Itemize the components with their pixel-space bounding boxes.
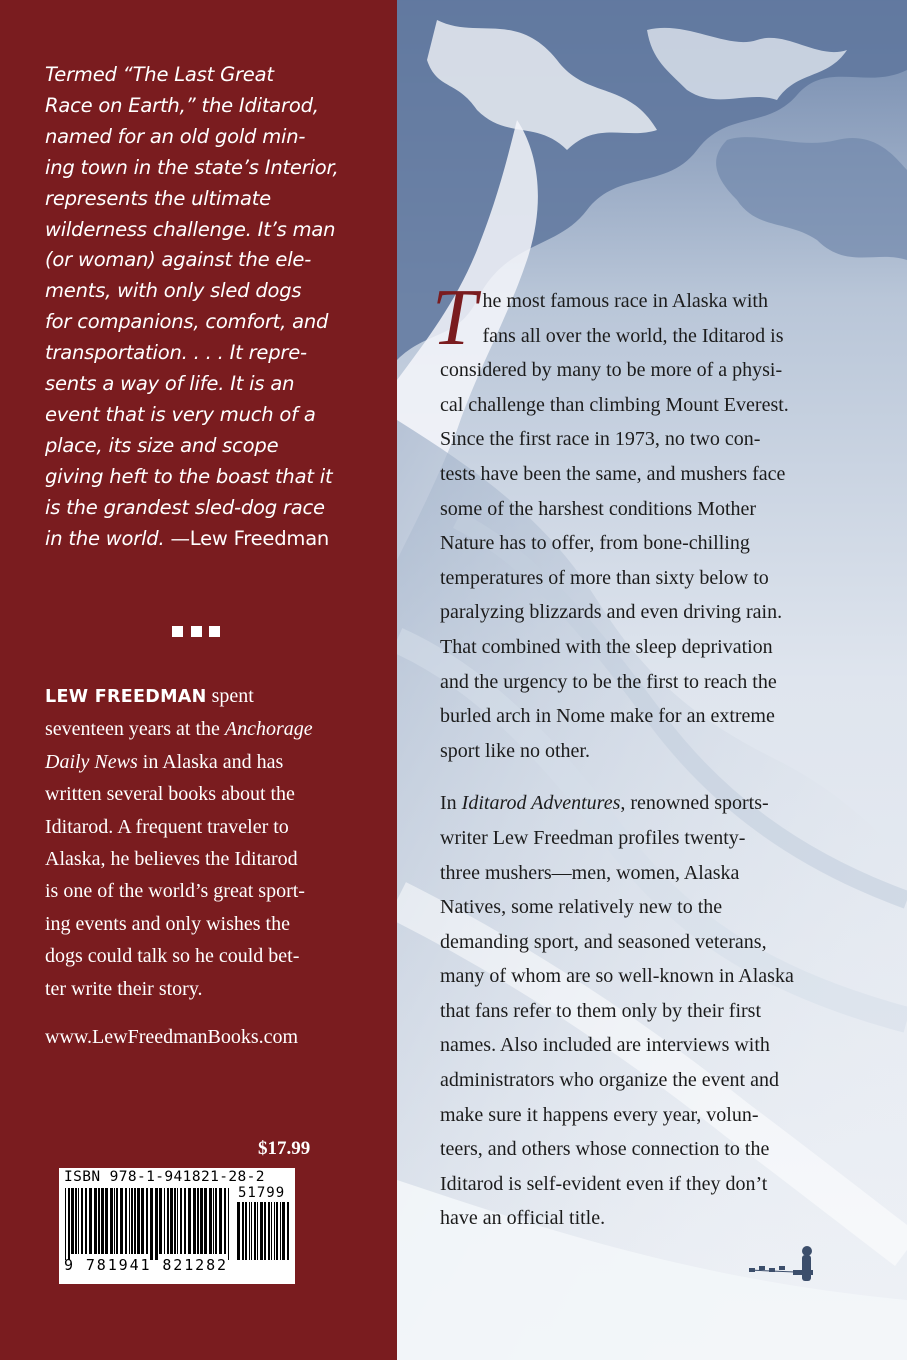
barcode-bar xyxy=(159,1188,162,1254)
barcode-bar xyxy=(71,1188,74,1254)
bio-line: Iditarod. A frequent traveler to xyxy=(45,815,289,838)
barcode-bar xyxy=(249,1202,250,1260)
barcode-bar xyxy=(237,1202,240,1260)
desc-line: names. Also included are interviews with xyxy=(440,1034,770,1057)
barcode-bar xyxy=(282,1202,285,1260)
pull-quote xyxy=(45,60,365,555)
quote-line: transportation. . . . It repre- xyxy=(45,341,307,365)
price-code: 51799 xyxy=(238,1185,286,1201)
barcode-bar xyxy=(268,1202,270,1260)
barcode-number: 9 781941 821282 xyxy=(64,1256,228,1274)
bio-line: dogs could talk so he could bet- xyxy=(45,945,300,968)
desc-line: administrators who organize the event and xyxy=(440,1069,779,1092)
back-cover-left-panel xyxy=(0,0,397,1360)
quote-attribution: —Lew Freedman xyxy=(170,526,330,550)
addon-bars xyxy=(237,1202,291,1260)
barcode-bar xyxy=(68,1188,70,1260)
barcode-bar xyxy=(89,1188,92,1254)
quote-line: for companions, comfort, and xyxy=(45,310,329,334)
desc-line: three mushers—men, women, Alaska xyxy=(440,861,740,884)
bio-line: written several books about the xyxy=(45,783,295,806)
quote-line xyxy=(45,524,365,555)
barcode-bar xyxy=(209,1188,212,1254)
barcode-bar xyxy=(105,1188,108,1254)
barcode-bar xyxy=(276,1202,278,1260)
bio-line: ing events and only wishes the xyxy=(45,912,290,935)
barcode-bar xyxy=(129,1188,130,1254)
barcode-bar xyxy=(120,1188,123,1254)
barcode-bar xyxy=(204,1188,207,1254)
barcode-bar xyxy=(137,1188,140,1254)
quote-line: ments, with only sled dogs xyxy=(45,279,302,303)
book-title: Iditarod Adventures xyxy=(461,792,621,815)
desc-line: temperatures of more than sixty below to xyxy=(440,566,769,589)
barcode-bar xyxy=(245,1202,247,1260)
desc-line: fans all over the world, the Iditarod is xyxy=(482,324,784,347)
barcode-bar xyxy=(98,1188,100,1254)
desc-line: Nature has to offer, from bone-chilling xyxy=(440,532,750,555)
desc-line: paralyzing blizzards and even driving rain. xyxy=(440,601,783,624)
desc-text: In xyxy=(440,792,462,815)
barcode-bar xyxy=(287,1202,289,1260)
barcode-bar xyxy=(188,1188,191,1254)
barcode-bar xyxy=(264,1202,266,1260)
barcode-bar xyxy=(141,1188,144,1254)
quote-line: event that is very much of a xyxy=(45,402,316,426)
description-paragraph xyxy=(440,786,832,1236)
quote-line: is the grandest sled-dog race xyxy=(45,495,325,519)
desc-line: considered by many to be more of a physi- xyxy=(440,359,783,382)
barcode-bar xyxy=(215,1188,217,1254)
barcode-bar xyxy=(164,1188,165,1254)
price-label: $17.99 xyxy=(258,1138,311,1159)
ornament-square xyxy=(172,626,183,637)
quote-line-text: in the world. xyxy=(45,526,171,550)
barcode-bar xyxy=(177,1188,178,1254)
barcode-bar xyxy=(184,1188,186,1254)
barcode-bar xyxy=(174,1188,176,1254)
barcode-bar xyxy=(125,1188,127,1254)
bio-line: ter write their story. xyxy=(45,977,203,1000)
desc-line: writer Lew Freedman profiles twenty- xyxy=(440,826,746,849)
barcode-bar xyxy=(65,1188,66,1260)
quote-line: named for an old gold min- xyxy=(45,124,306,148)
barcode-bar xyxy=(150,1188,153,1260)
barcode-bar xyxy=(78,1188,79,1254)
barcode-bar xyxy=(228,1188,229,1260)
desc-line: and the urgency to be the first to reach the xyxy=(440,670,777,693)
desc-line: many of whom are so well-known in Alaska xyxy=(440,965,794,988)
barcode-bar xyxy=(213,1188,214,1254)
quote-line: place, its size and scope xyxy=(45,433,279,457)
section-divider-ornament xyxy=(172,626,220,638)
bio-line: is one of the world’s great sport- xyxy=(45,880,305,903)
quote-line: Termed “The Last Great xyxy=(45,63,274,86)
barcode-bar xyxy=(180,1188,182,1254)
barcode-bar xyxy=(110,1188,113,1254)
desc-text: , renowned sports- xyxy=(620,792,769,815)
publication-name: Daily News xyxy=(45,750,138,773)
desc-line: Iditarod is self-evident even if they don’t xyxy=(440,1172,768,1195)
desc-line: make sure it happens every year, volun- xyxy=(440,1103,759,1126)
barcode-bar xyxy=(242,1202,244,1260)
barcode-bar xyxy=(85,1188,87,1254)
quote-line: wilderness challenge. It’s man xyxy=(45,217,336,241)
desc-line: Since the first race in 1973, no two con- xyxy=(440,428,761,451)
barcode-bar xyxy=(114,1188,115,1254)
desc-line: demanding sport, and seasoned veterans, xyxy=(440,930,767,953)
bio-line: Alaska, he believes the Iditarod xyxy=(45,848,298,871)
isbn-label: ISBN 978-1-941821-28-2 xyxy=(64,1169,265,1185)
quote-line: ing town in the state’s Interior, xyxy=(45,155,339,179)
desc-line: Natives, some relatively new to the xyxy=(440,896,723,919)
barcode-bar xyxy=(155,1188,158,1260)
desc-line: that fans refer to them only by their first xyxy=(440,999,762,1022)
publication-name: Anchorage xyxy=(224,718,313,741)
drop-cap: T xyxy=(432,274,477,362)
barcode-bar xyxy=(94,1188,97,1254)
barcode-bar xyxy=(197,1188,199,1254)
barcode-bar xyxy=(134,1188,136,1254)
barcode-bar xyxy=(81,1188,83,1254)
barcode-bar xyxy=(200,1188,203,1254)
desc-line: teers, and others whose connection to the xyxy=(440,1138,770,1161)
barcode-bar xyxy=(193,1188,196,1254)
barcode-bar xyxy=(75,1188,77,1254)
bio-line xyxy=(45,713,355,745)
barcode-bar xyxy=(280,1202,281,1260)
desc-line: have an official title. xyxy=(440,1207,606,1230)
author-name: LEW FREEDMAN xyxy=(45,687,207,707)
barcode-bar xyxy=(170,1188,173,1254)
desc-line: burled arch in Nome make for an extreme xyxy=(440,705,775,728)
desc-line: some of the harshest conditions Mother xyxy=(440,497,757,520)
quote-line: Race on Earth,” the Iditarod, xyxy=(45,93,319,117)
quote-line: represents the ultimate xyxy=(45,186,271,210)
barcode-bar xyxy=(254,1202,256,1260)
barcode-bar xyxy=(116,1188,118,1254)
barcode-bar xyxy=(219,1188,222,1254)
author-bio xyxy=(45,680,355,1005)
description-paragraph xyxy=(432,274,832,768)
bio-text: in Alaska and has xyxy=(137,750,284,773)
snow-mountain-illustration xyxy=(397,0,907,1360)
desc-line: tests have been the same, and mushers face xyxy=(440,462,786,485)
quote-line: sents a way of life. It is an xyxy=(45,372,295,396)
barcode-bar xyxy=(224,1188,226,1254)
bio-line xyxy=(45,746,355,778)
ornament-square xyxy=(209,626,220,637)
bio-line xyxy=(45,680,355,713)
quote-line: (or woman) against the ele- xyxy=(45,248,312,272)
barcode-bar xyxy=(167,1188,169,1254)
barcode-bar xyxy=(257,1202,258,1260)
isbn-barcode xyxy=(59,1168,295,1284)
barcode-bar xyxy=(101,1188,104,1254)
author-website: www.LewFreedmanBooks.com xyxy=(45,1026,299,1048)
book-description xyxy=(432,274,832,1236)
barcode-bar xyxy=(131,1188,133,1254)
barcode-bar xyxy=(251,1202,252,1260)
desc-line: he most famous race in Alaska with xyxy=(482,290,768,312)
ean13-bars xyxy=(65,1188,231,1260)
desc-line: sport like no other. xyxy=(440,739,590,762)
barcode-bar xyxy=(146,1188,148,1254)
bio-text: seventeen years at the xyxy=(45,718,225,741)
ornament-square xyxy=(191,626,202,637)
barcode-bar xyxy=(271,1202,272,1260)
bio-text: spent xyxy=(206,685,254,707)
desc-line: cal challenge than climbing Mount Everest. xyxy=(440,393,789,416)
barcode-bar xyxy=(260,1202,263,1260)
barcode-bar xyxy=(274,1202,275,1260)
quote-line: giving heft to the boast that it xyxy=(45,464,333,488)
desc-line: That combined with the sleep deprivation xyxy=(440,635,773,658)
